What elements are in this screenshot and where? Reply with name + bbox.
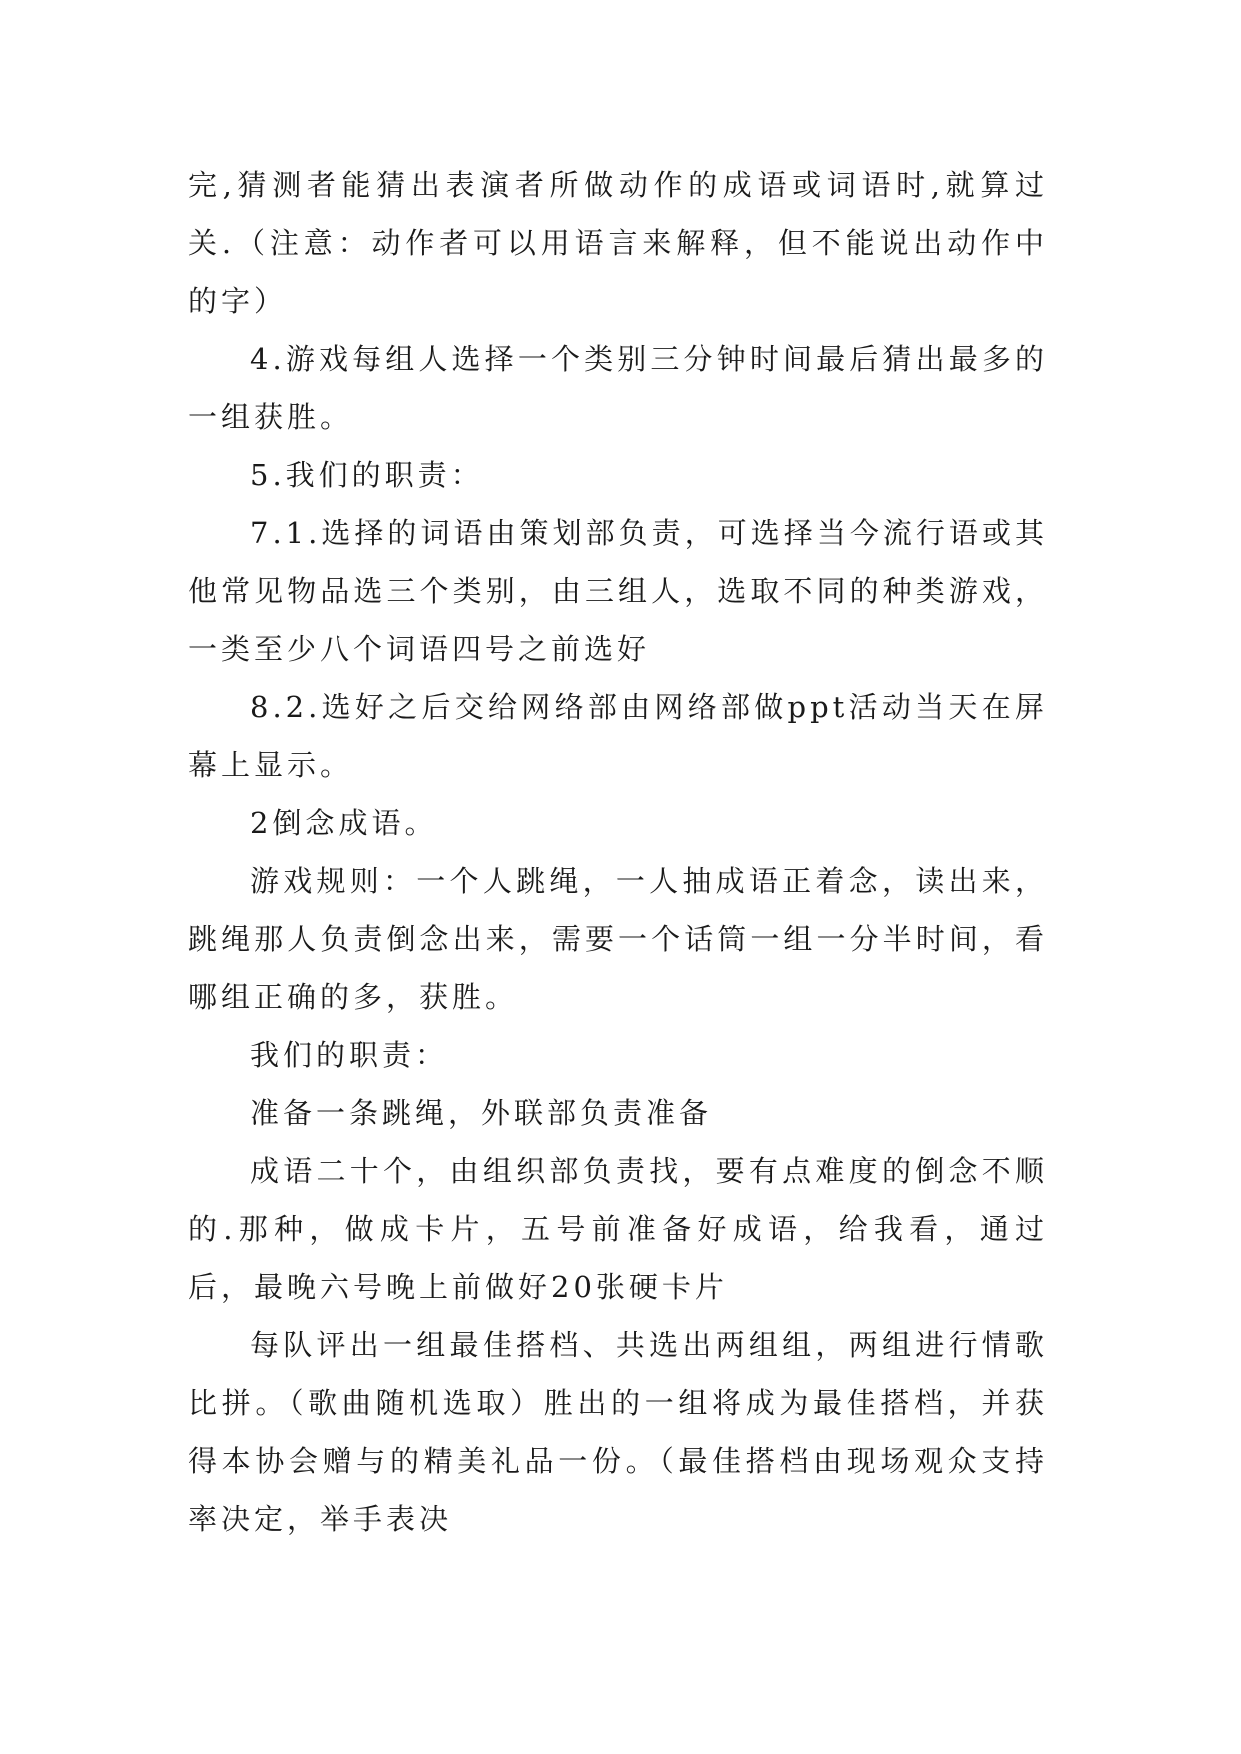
- paragraph-10: 成语二十个，由组织部负责找，要有点难度的倒念不顺的.那种，做成卡片，五号前准备好成语，给我看，通过后，最晚六号晚上前做好20张硬卡片: [188, 1154, 1048, 1304]
- document-body: [188, 156, 1048, 1548]
- paragraph-4: 7.1.选择的词语由策划部负责，可选择当今流行语或其他常见物品选三个类别，由三组人，选取不同的种类游戏，一类至少八个词语四号之前选好: [188, 516, 1048, 666]
- paragraph-3: 5.我们的职责：: [250, 458, 484, 492]
- paragraph-11: 每队评出一组最佳搭档、共选出两组组，两组进行情歌比拼。（歌曲随机选取）胜出的一组将成为最佳搭档，并获得本协会赠与的精美礼品一份。（最佳搭档由现场观众支持率决定，举手表决: [188, 1328, 1048, 1536]
- paragraph-6: 2倒念成语。: [250, 806, 438, 840]
- paragraph-5: 8.2.选好之后交给网络部由网络部做ppt活动当天在屏幕上显示。: [188, 690, 1048, 782]
- paragraph-8: 我们的职责：: [250, 1038, 449, 1072]
- paragraph-9: 准备一条跳绳，外联部负责准备: [250, 1096, 713, 1130]
- paragraph-2: 4.游戏每组人选择一个类别三分钟时间最后猜出最多的一组获胜。: [188, 342, 1048, 434]
- paragraph-7: 游戏规则：一个人跳绳，一人抽成语正着念，读出来，跳绳那人负责倒念出来，需要一个话筒一组一分半时间，看哪组正确的多，获胜。: [188, 864, 1048, 1014]
- paragraph-1: 完,猜测者能猜出表演者所做动作的成语或词语时,就算过关.（注意：动作者可以用语言来解释，但不能说出动作中的字）: [188, 168, 1048, 318]
